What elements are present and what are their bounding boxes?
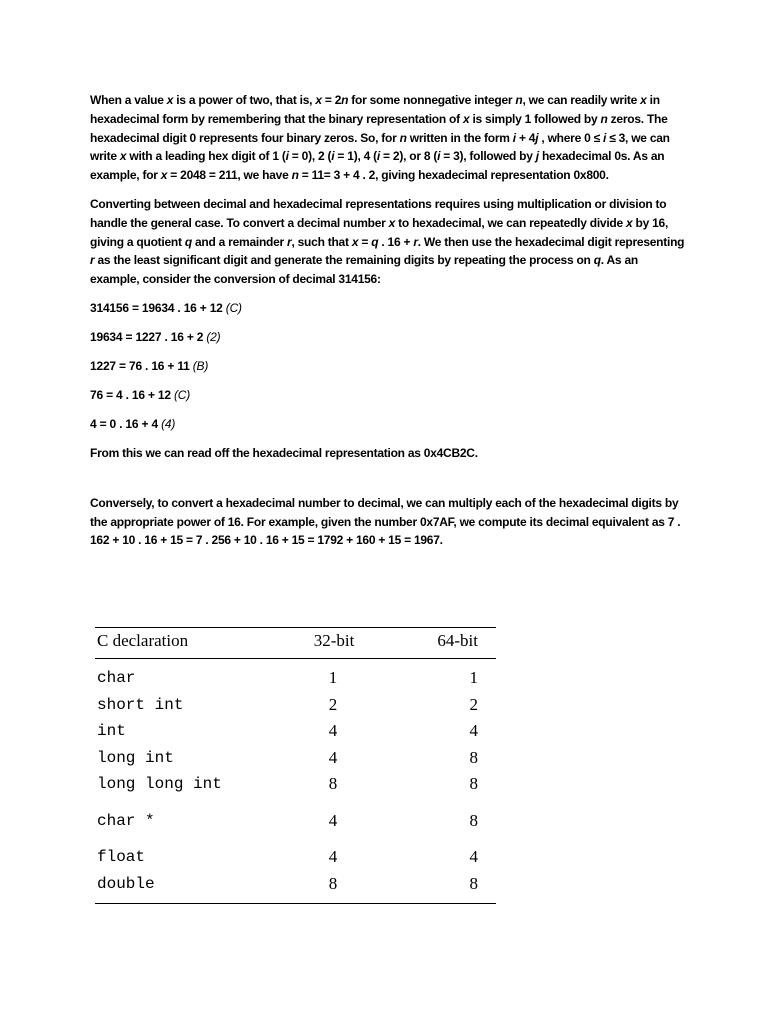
cell-64-bit: 2: [469, 694, 478, 714]
conversion-step: 19634 = 1227 . 16 + 2 (2): [90, 329, 221, 344]
italic-variable: x: [626, 215, 633, 230]
cell-32-bit: 1: [328, 668, 338, 688]
cell-declaration: char *: [97, 811, 155, 830]
cell-32-bit: 4: [328, 847, 338, 867]
cell-declaration: short int: [97, 695, 184, 714]
italic-variable: q: [371, 234, 379, 249]
cell-64-bit: 8: [469, 747, 478, 767]
header-c-declaration: C declaration: [95, 628, 278, 659]
italic-variable: n: [399, 130, 407, 145]
italic-variable: r: [287, 234, 292, 249]
italic-variable: x: [351, 234, 359, 249]
table-row: [95, 692, 496, 719]
italic-variable: i: [376, 149, 380, 164]
cell-32-bit: 4: [328, 810, 338, 830]
italic-variable: x: [640, 93, 647, 107]
italic-variable: n: [515, 93, 523, 107]
italic-variable: x: [315, 93, 322, 107]
cell-32-bit: 2: [328, 694, 338, 714]
conversion-step: 1227 = 76 . 16 + 11 (B): [90, 358, 209, 373]
cell-declaration: double: [95, 871, 278, 904]
italic-variable: i: [285, 149, 289, 164]
italic-variable: r: [413, 234, 418, 249]
header-64-bit: 64-bit: [388, 628, 496, 659]
italic-variable: x: [462, 111, 470, 126]
c-type-sizes-table: [95, 627, 496, 904]
conversion-steps: [90, 299, 690, 433]
cell-64-bit: 4: [469, 847, 478, 867]
cell-32-bit: 4: [328, 747, 338, 767]
paragraph-power-of-two: When a value x is a power of two, that is, x = 2n for some nonnegative integer n, we can readily write x in hexadecimal form by remembering that the binary representation of x is simply 1 followed by n zeros. The hexadecimal digit 0 represents four binary zeros. So, for n written in the form i + 4j , where 0 ≤ i ≤ 3, we can write x with a leading hex digit of 1 (i = 0), 2 (i = 1), 4 (i = 2), or 8 (i = 3), followed by j hexadecimal 0s. As an example, for x = 2048 = 211, we have n = 11= 3 + 4 . 2, giving hexadecimal representation 0x800.: [90, 93, 670, 183]
document-body: [90, 91, 690, 560]
italic-variable: x: [166, 93, 174, 107]
italic-variable: i: [331, 149, 335, 164]
cell-64-bit: 1: [469, 668, 478, 688]
paragraph-decimal-to-hex: Converting between decimal and hexadecimal representations requires using multiplication or division to handle the general case. To convert a decimal number x to hexadecimal, we can repeatedly divide x by 16, giving a quotient q and a remainder r, such that x = q . 16 + r. We then use the hexadecimal digit representing r as the least significant digit and generate the remaining digits by repeating the process on q. As an example, consider the conversion of decimal 314156:: [90, 196, 685, 287]
italic-variable: i: [603, 130, 607, 145]
conversion-step: 314156 = 19634 . 16 + 12 (C): [90, 300, 242, 315]
italic-variable: x: [119, 149, 127, 164]
italic-variable: q: [184, 234, 192, 249]
cell-declaration: char: [97, 669, 136, 688]
cell-32-bit: 4: [328, 721, 338, 741]
table-row: [95, 798, 496, 835]
table-row: [95, 659, 496, 692]
cell-declaration: long long int: [97, 775, 222, 794]
italic-variable: q: [593, 253, 601, 268]
cell-64-bit: 8: [469, 774, 478, 794]
cell-64-bit: 8: [469, 810, 478, 830]
italic-variable: n: [600, 111, 608, 126]
header-32-bit: 32-bit: [278, 628, 388, 659]
table-header-row: [95, 628, 496, 659]
italic-variable: r: [90, 253, 95, 268]
italic-variable: i: [437, 149, 441, 164]
table-row: [95, 834, 496, 871]
italic-variable: n: [341, 93, 349, 107]
italic-variable: j: [535, 130, 539, 145]
table-row: [95, 745, 496, 772]
table-row: [95, 871, 496, 904]
table-row: [95, 771, 496, 798]
cell-declaration: int: [97, 722, 126, 741]
italic-variable: x: [388, 215, 396, 230]
conversion-step: 4 = 0 . 16 + 4 (4): [90, 416, 176, 431]
italic-variable: j: [535, 149, 539, 164]
cell-64-bit: 8: [388, 871, 496, 904]
conversion-step: 76 = 4 . 16 + 12 (C): [90, 387, 191, 402]
cell-32-bit: 8: [278, 871, 388, 904]
cell-32-bit: 8: [328, 774, 338, 794]
paragraph-read-off-result: From this we can read off the hexadecimal representation as 0x4CB2C.: [90, 445, 478, 460]
paragraph-hex-to-decimal: Conversely, to convert a hexadecimal number to decimal, we can multiply each of the hexadecimal digits by the appropriate power of 16. For example, given the number 0x7AF, we compute its decimal equivalent as 7 . 162 + 10 . 16 + 15 = 7 . 256 + 10 . 16 + 15 = 1792 + 160 + 15 = 1967.: [90, 495, 681, 548]
italic-variable: n: [291, 168, 299, 183]
table-row: [95, 718, 496, 745]
italic-variable: i: [512, 130, 516, 145]
cell-64-bit: 4: [469, 721, 478, 741]
italic-variable: x: [160, 168, 168, 183]
cell-declaration: float: [97, 848, 146, 867]
cell-declaration: long int: [97, 748, 174, 767]
